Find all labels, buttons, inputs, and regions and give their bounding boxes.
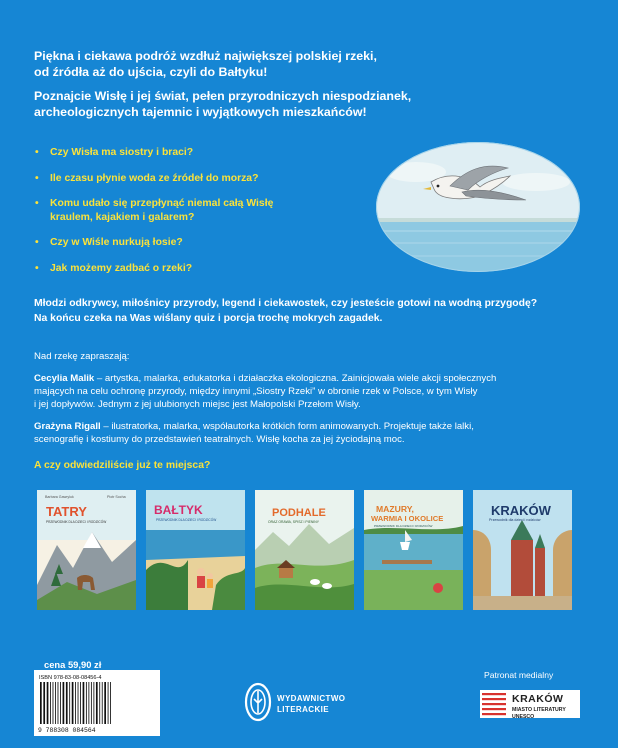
barcode-bar: [86, 682, 87, 724]
barcode-bar: [75, 682, 76, 724]
intro-paragraph-1: [34, 48, 594, 80]
barcode-bar: [91, 682, 92, 724]
book-subtitle: PRZEWODNIK DLA DZIECI I RODZICÓW: [156, 518, 217, 522]
barcode-bar: [58, 682, 59, 724]
book-series-row: [37, 490, 572, 610]
question-item: • Ile czasu płynie woda ze źródeł do morza?: [34, 172, 364, 186]
barcode-bar: [55, 682, 56, 724]
intro-text: [34, 48, 594, 128]
barcode-bar: [43, 682, 45, 724]
isbn-label: ISBN 978-83-08-08456-4: [39, 675, 102, 681]
barcode-bar: [47, 682, 49, 724]
book-subtitle: PRZEWODNIK DLA DZIECI I RODZICÓW: [46, 520, 107, 524]
svg-text:MAZURY,: MAZURY,: [376, 504, 414, 514]
book-title: BAŁTYK: [154, 503, 203, 517]
question-item: • Jak możemy zadbać o rzeki?: [34, 262, 364, 276]
isbn-digits: 9 788308 084564: [38, 727, 96, 734]
barcode-bar: [80, 682, 81, 724]
book-cover-tatry[interactable]: [37, 490, 136, 610]
question-item: • Komu udało się przepłynąć niemal całą Wisłę kraulem, kajakiem i galarem?: [34, 197, 364, 224]
intro-line-2: od źródła aż do ujścia, czyli do Bałtyku!: [34, 65, 268, 79]
barcode-bar: [60, 682, 61, 724]
barcode-bar: [83, 682, 85, 724]
publisher-name: WYDAWNICTWO LITERACKIE: [277, 694, 346, 714]
book-author: Piotr Socha: [107, 495, 126, 499]
book-title: KRAKÓW: [491, 503, 551, 518]
isbn-barcode: [34, 670, 160, 736]
book-subtitle: ORAZ ORAWA, SPISZ I PIENINY: [268, 520, 319, 524]
barcode-bar: [99, 682, 100, 724]
book-author: Barbara Gawryluk: [45, 495, 74, 499]
book-subtitle: Przewodnik dla dzieci i rodziców: [489, 518, 541, 522]
question-item: • Czy Wisła ma siostry i braci?: [34, 146, 364, 160]
barcode-bar: [88, 682, 89, 724]
barcode-bar: [108, 682, 109, 724]
barcode-bar: [78, 682, 79, 724]
barcode-bar: [63, 682, 65, 724]
invite-line-1: Młodzi odkrywcy, miłośnicy przyrody, legend i ciekawostek, czy jesteście gotowi na wodną przygodę?: [34, 298, 538, 309]
book-cover-podhale[interactable]: [255, 490, 354, 610]
barcode-bar: [53, 682, 54, 724]
barcode-bar: [66, 682, 68, 724]
barcode-bar: [96, 682, 98, 724]
krakow-unesco-logo: [480, 690, 580, 736]
book-cover-baltyk[interactable]: [146, 490, 245, 610]
book-cover-mazury[interactable]: [364, 490, 463, 610]
author-bio-cecylia: Cecylia Malik – artystka, malarka, edukatorka i działaczka ekologiczna. Zainicjowała wiele akcji społecznych mających na celu ochronę przyrody, między innymi „Siostry Rzeki” w obronie rzek w Polsce, w tym Wisły i jej dopływów. Jednym z jej ulubionych miejsc jest Małopolski Przełom Wisły.: [34, 373, 497, 410]
barcode-bar: [104, 682, 106, 724]
svg-text:WARMIA I OKOLICE: WARMIA I OKOLICE: [371, 514, 444, 523]
visited-heading: A czy odwiedziliście już te miejsca?: [34, 460, 211, 471]
intro-line-1: Piękna i ciekawa podróż wzdłuż największej polskiej rzeki,: [34, 49, 377, 63]
authors-section: [34, 350, 594, 455]
book-title: TATRY: [46, 504, 87, 519]
intro-paragraph-2: [34, 88, 594, 120]
barcode-bar: [93, 682, 94, 724]
barcode-bar: [40, 682, 42, 724]
patronage-label: Patronat medialny: [484, 670, 554, 680]
barcode-bar: [50, 682, 51, 724]
book-subtitle: PRZEWODNIK DLA DZIECI I RODZICÓW: [374, 524, 433, 528]
authors-lead: Nad rzekę zapraszają:: [34, 351, 130, 362]
author-name: Cecylia Malik: [34, 373, 95, 384]
question-item: • Czy w Wiśle nurkują łosie?: [34, 236, 364, 250]
barcode-bar: [69, 682, 70, 724]
invite-line-2: Na końcu czeka na Was wiślany quiz i porcja trochę mokrych zagadek.: [34, 312, 383, 324]
author-bio-grazyna: Grażyna Rigall – ilustratorka, malarka, współautorka krótkich form animowanych. Projektuje także lalki, scenografię i kostiumy do przedstawień teatralnych. Wisłę kocha za jej życiodajną moc.: [34, 421, 474, 445]
book-title: PODHALE: [272, 507, 326, 519]
publisher-logo: [243, 682, 363, 724]
question-list: [34, 146, 364, 287]
barcode-bar: [72, 682, 74, 724]
krakow-subtitle: MIASTO LITERATURY UNESCO: [512, 707, 566, 720]
intro-line-4: archeologicznych tajemnic i wyjątkowych mieszkańców!: [34, 105, 367, 119]
invitation-text: [34, 297, 594, 326]
author-name: Grażyna Rigall: [34, 421, 101, 432]
book-cover-krakow[interactable]: [473, 490, 572, 610]
barcode-bar: [102, 682, 103, 724]
publisher-logo-icon: [243, 682, 273, 722]
barcode-bar: [110, 682, 111, 724]
intro-line-3: Poznajcie Wisłę i jej świat, pełen przyrodniczych niespodzianek,: [34, 89, 412, 103]
price-label: cena 59,90 zł: [44, 659, 102, 670]
krakow-name: KRAKÓW: [512, 693, 564, 705]
seagull-illustration: [376, 142, 580, 272]
